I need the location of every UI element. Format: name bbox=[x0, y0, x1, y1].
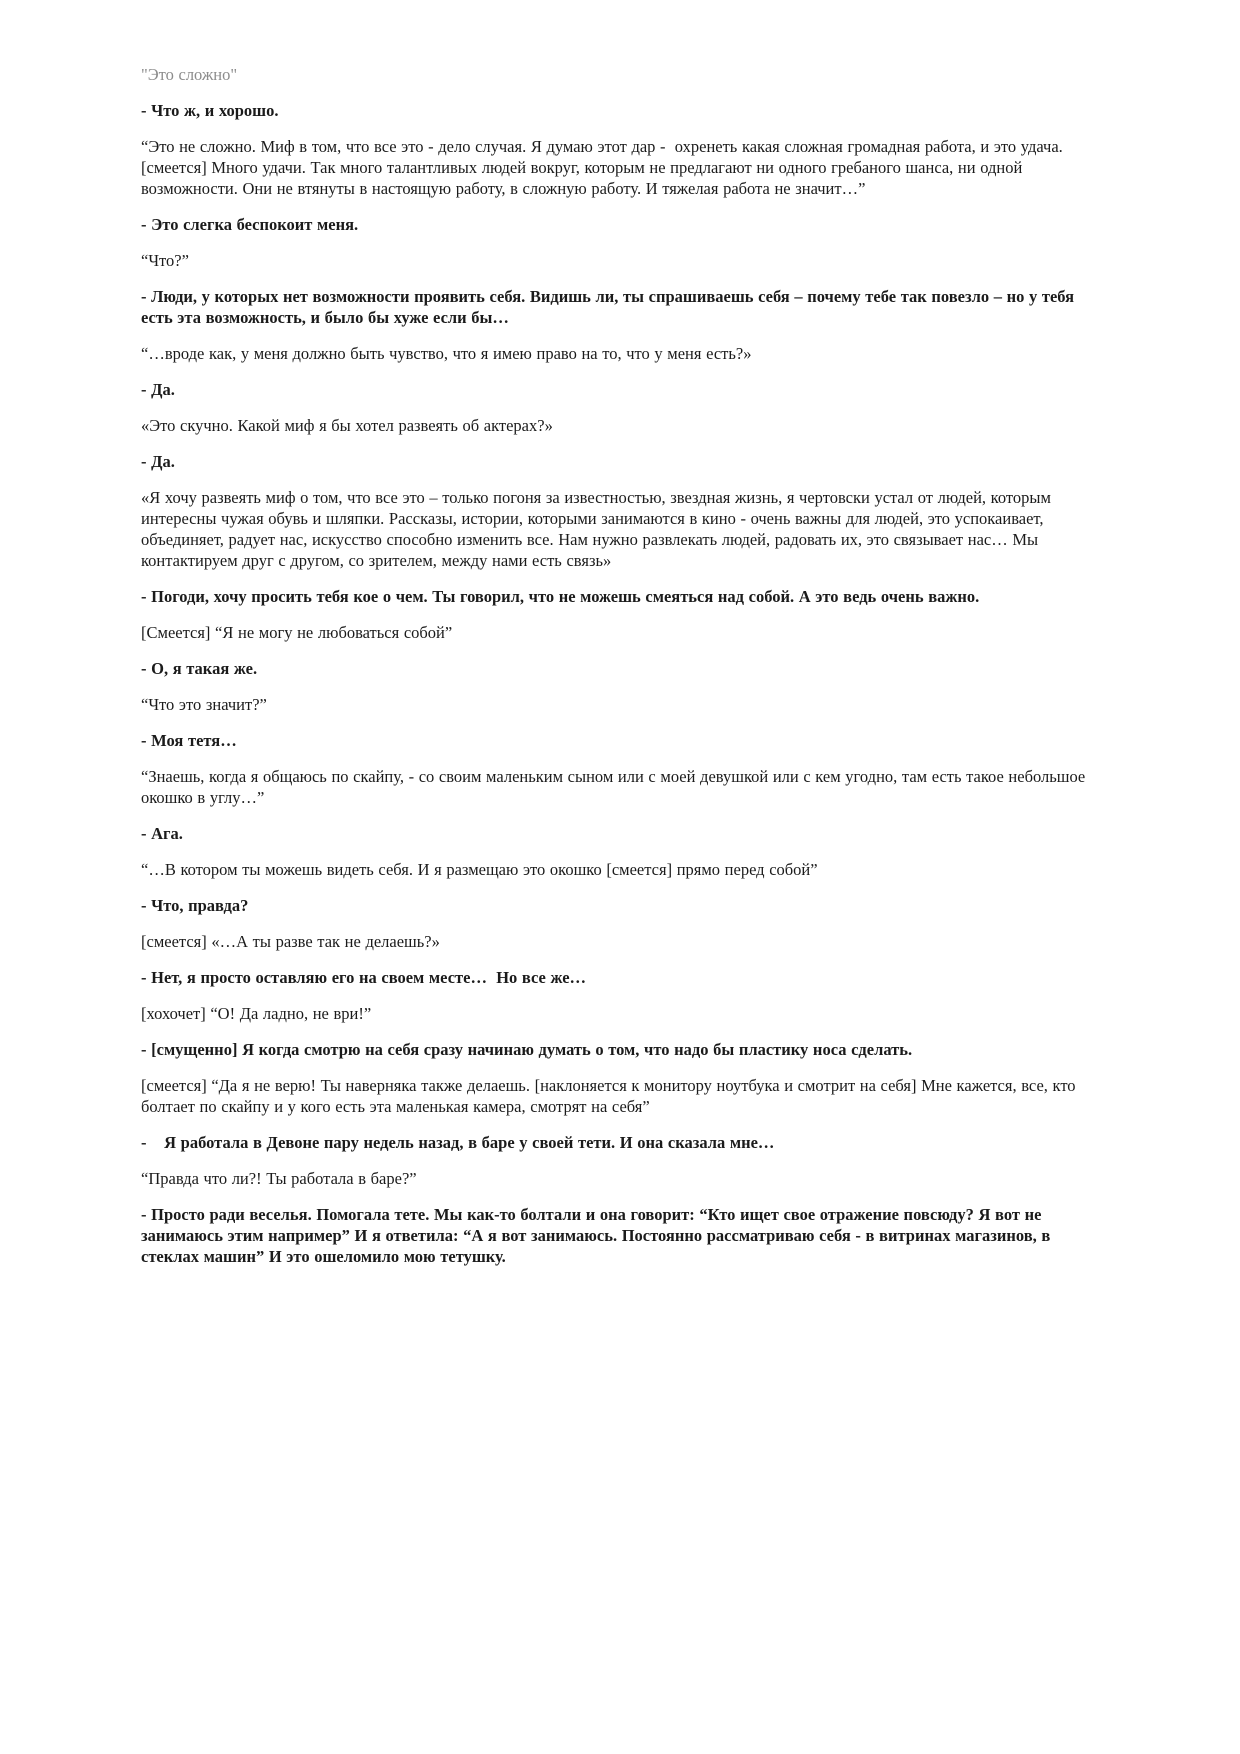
paragraph: - Это слегка беспокоит меня. bbox=[141, 215, 359, 234]
paragraph: - Да. bbox=[141, 452, 175, 471]
paragraph: «Это скучно. Какой миф я бы хотел развеять об актерах?» bbox=[141, 416, 553, 435]
paragraph: “…В котором ты можешь видеть себя. И я размещаю это окошко [смеется] прямо перед собой” bbox=[141, 860, 818, 879]
paragraph: «Я хочу развеять миф о том, что все это – только погоня за известностью, звездная жизнь, я чертовски устал от людей, которым интересны чужая обувь и шляпки. Рассказы, истории, которыми занимаются в кино - очень важны для людей, это успокаивает, объединяет, радует нас, искусство способно изменить все. Нам нужно развлекать людей, радовать их, это связывает нас… Мы контактируем друг с другом, со зрителем, между нами есть связь» bbox=[141, 488, 1056, 570]
paragraph: [смеется] “Да я не верю! Ты наверняка также делаешь. [наклоняется к монитору ноутбука и смотрит на себя] Мне кажется, все, кто болтает по скайпу и у кого есть эта маленькая камера, смотрят на себя” bbox=[141, 1076, 1081, 1116]
paragraph: [смеется] «…А ты разве так не делаешь?» bbox=[141, 932, 440, 951]
paragraph: [хохочет] “О! Да ладно, не ври!” bbox=[141, 1004, 372, 1023]
paragraph: - Да. bbox=[141, 380, 175, 399]
paragraph: “…вроде как, у меня должно быть чувство, что я имею право на то, что у меня есть?» bbox=[141, 344, 752, 363]
paragraph: - [смущенно] Я когда смотрю на себя сразу начинаю думать о том, что надо бы пластику носа сделать. bbox=[141, 1040, 913, 1059]
paragraph: - Что, правда? bbox=[141, 896, 249, 915]
paragraph: - Люди, у которых нет возможности проявить себя. Видишь ли, ты спрашиваешь себя – почему тебе так повезло – но у тебя есть эта возможность, и было бы хуже если бы… bbox=[141, 287, 1079, 327]
paragraph: - О, я такая же. bbox=[141, 659, 258, 678]
paragraph: “Что это значит?” bbox=[141, 695, 267, 714]
paragraph: “Что?” bbox=[141, 251, 189, 270]
paragraph: - Погоди, хочу просить тебя кое о чем. Ты говорил, что не можешь смеяться над собой. А это ведь очень важно. bbox=[141, 587, 980, 606]
paragraph: [Смеется] “Я не могу не любоваться собой” bbox=[141, 623, 453, 642]
paragraph: - Я работала в Девоне пару недель назад, в баре у своей тети. И она сказала мне… bbox=[141, 1133, 775, 1152]
paragraph: "Это сложно" bbox=[141, 65, 238, 84]
paragraph: “Знаешь, когда я общаюсь по скайпу, - со своим маленьким сыном или с моей девушкой или с кем угодно, там есть такое небольшое окошко в углу…” bbox=[141, 767, 1090, 807]
paragraph: - Моя тетя… bbox=[141, 731, 237, 750]
paragraph: - Нет, я просто оставляю его на своем месте… Но все же… bbox=[141, 968, 587, 987]
paragraph: - Ага. bbox=[141, 824, 183, 843]
paragraph: “Это не сложно. Миф в том, что все это - дело случая. Я думаю этот дар - охренеть какая сложная громадная работа, и это удача. [смеется] Много удачи. Так много талантливых людей вокруг, которым не предлагают ни одного гребаного шанса, ни одной возможности. Они не втянуты в настоящую работу, в сложную работу. И тяжелая работа не значит…” bbox=[141, 137, 1068, 198]
paragraph: - Что ж, и хорошо. bbox=[141, 101, 279, 120]
document-body bbox=[141, 64, 1099, 1282]
paragraph: “Правда что ли?! Ты работала в баре?” bbox=[141, 1169, 417, 1188]
paragraph: - Просто ради веселья. Помогала тете. Мы как-то болтали и она говорит: “Кто ищет свое отражение повсюду? Я вот не занимаюсь этим например” И я ответила: “А я вот занимаюсь. Постоянно рассматриваю себя - в витринах магазинов, в стеклах машин” И это ошеломило мою тетушку. bbox=[141, 1205, 1055, 1266]
